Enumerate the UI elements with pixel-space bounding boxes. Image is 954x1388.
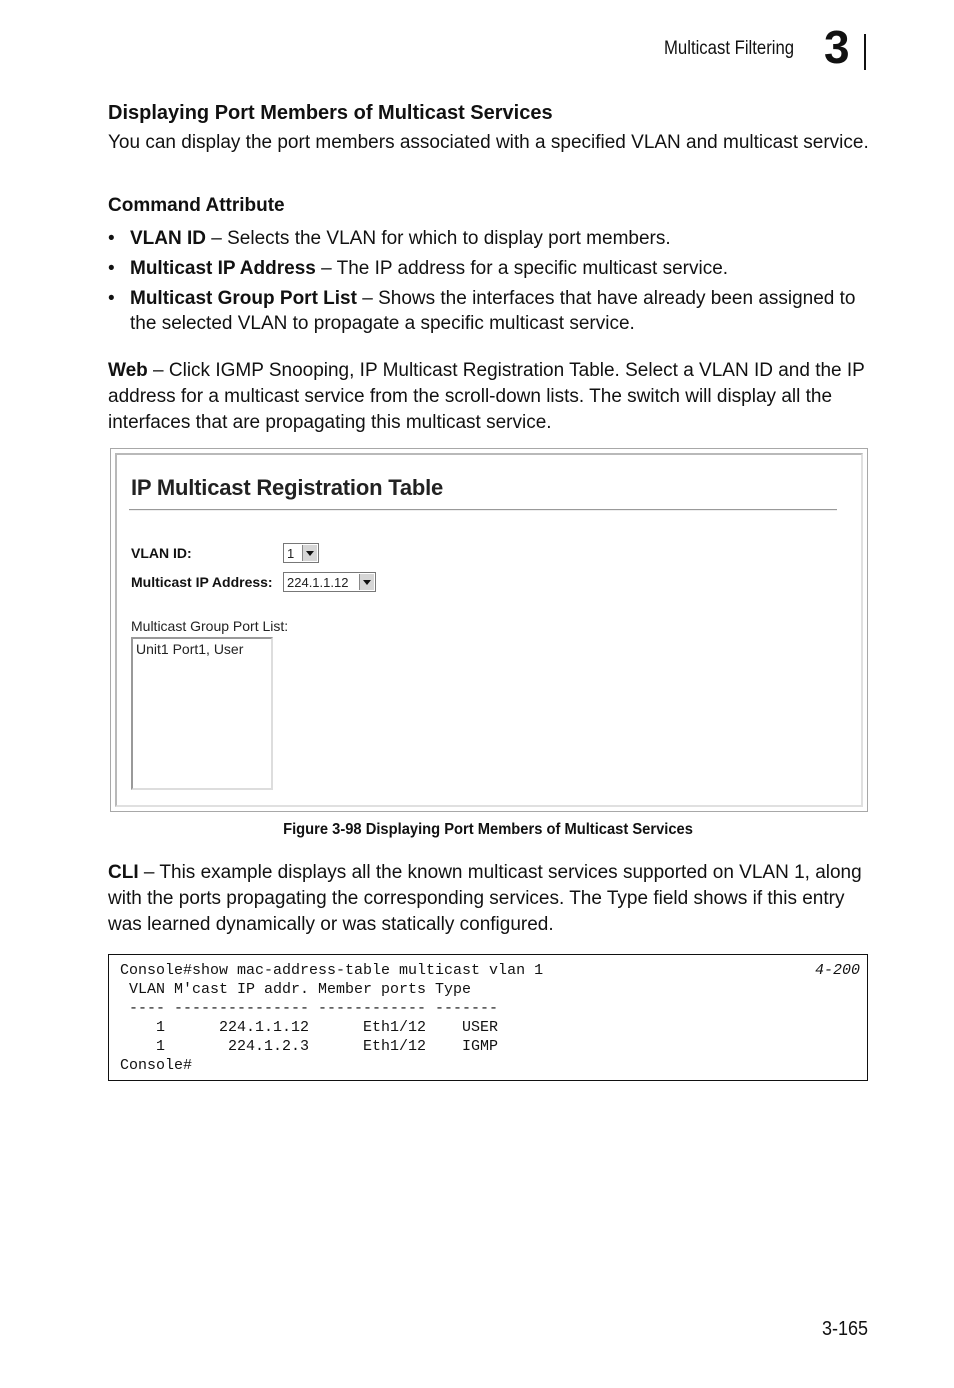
cli-paragraph bbox=[108, 860, 878, 938]
attribute-term: Multicast Group Port List bbox=[130, 288, 357, 309]
attribute-desc: – Selects the VLAN for which to display port members. bbox=[206, 228, 671, 249]
attribute-term: VLAN ID bbox=[130, 228, 206, 249]
web-paragraph bbox=[108, 358, 878, 436]
code-lines bbox=[120, 961, 543, 1075]
attribute-term: Multicast IP Address bbox=[130, 258, 316, 279]
code-line: Console#show mac-address-table multicast vlan 1 bbox=[120, 962, 544, 979]
chevron-down-icon[interactable] bbox=[359, 574, 374, 590]
vlan-id-value: 1 bbox=[287, 546, 295, 561]
cli-term: CLI bbox=[108, 862, 139, 883]
attribute-list bbox=[108, 226, 878, 341]
port-list-box[interactable] bbox=[131, 637, 273, 790]
attribute-item bbox=[108, 226, 878, 251]
figure-frame bbox=[115, 453, 863, 807]
attribute-item bbox=[108, 256, 878, 281]
page-number: 3-165 bbox=[822, 1318, 869, 1340]
intro-paragraph: You can display the port members associated with a specified VLAN and multicast service. bbox=[108, 132, 869, 153]
code-line: 1 224.1.2.3 Eth1/12 IGMP bbox=[120, 1038, 499, 1055]
figure-caption: Figure 3-98 Displaying Port Members of Multicast Services bbox=[283, 821, 693, 838]
code-line: ---- --------------- ------------ ------- bbox=[120, 1000, 499, 1017]
vlan-id-select[interactable] bbox=[283, 543, 319, 563]
code-line: 1 224.1.1.12 Eth1/12 USER bbox=[120, 1019, 499, 1036]
chapter-rule bbox=[864, 34, 866, 70]
running-header: Multicast Filtering bbox=[664, 38, 795, 59]
command-reference: 4-200 bbox=[814, 962, 860, 979]
multicast-ip-label: Multicast IP Address: bbox=[131, 574, 273, 590]
web-term: Web bbox=[108, 360, 148, 381]
registration-table-figure bbox=[110, 448, 868, 812]
section-title: Displaying Port Members of Multicast Services bbox=[108, 102, 553, 124]
chapter-number: 3 bbox=[824, 21, 850, 73]
cli-code-block bbox=[108, 954, 868, 1081]
attribute-desc: – The IP address for a specific multicast service. bbox=[315, 258, 729, 279]
port-list-label: Multicast Group Port List: bbox=[131, 618, 289, 634]
cli-text: – This example displays all the known multicast services supported on VLAN 1, along with the ports propagating the corresponding services. The Type field shows if this entry was learned dynamically or was statically configured. bbox=[108, 862, 862, 935]
code-line: Console# bbox=[120, 1057, 193, 1074]
figure-title: IP Multicast Registration Table bbox=[131, 475, 444, 500]
code-line: VLAN M'cast IP addr. Member ports Type bbox=[120, 981, 472, 998]
vlan-id-label: VLAN ID: bbox=[131, 545, 192, 561]
command-attribute-heading: Command Attribute bbox=[108, 195, 285, 216]
chevron-down-icon[interactable] bbox=[302, 545, 317, 561]
web-text: – Click IGMP Snooping, IP Multicast Registration Table. Select a VLAN ID and the IP address for a multicast service from the scroll-down lists. The switch will display all the interfaces that are propagating this multicast service. bbox=[108, 360, 865, 433]
multicast-ip-select[interactable] bbox=[283, 572, 376, 592]
attribute-desc: – Shows the interfaces that have already been assigned to the selected VLAN to propagate a specific multicast service. bbox=[130, 288, 856, 334]
multicast-ip-value: 224.1.1.12 bbox=[287, 575, 349, 590]
attribute-item bbox=[108, 286, 878, 336]
port-list-item[interactable]: Unit1 Port1, User bbox=[136, 641, 244, 657]
title-divider bbox=[129, 509, 837, 511]
